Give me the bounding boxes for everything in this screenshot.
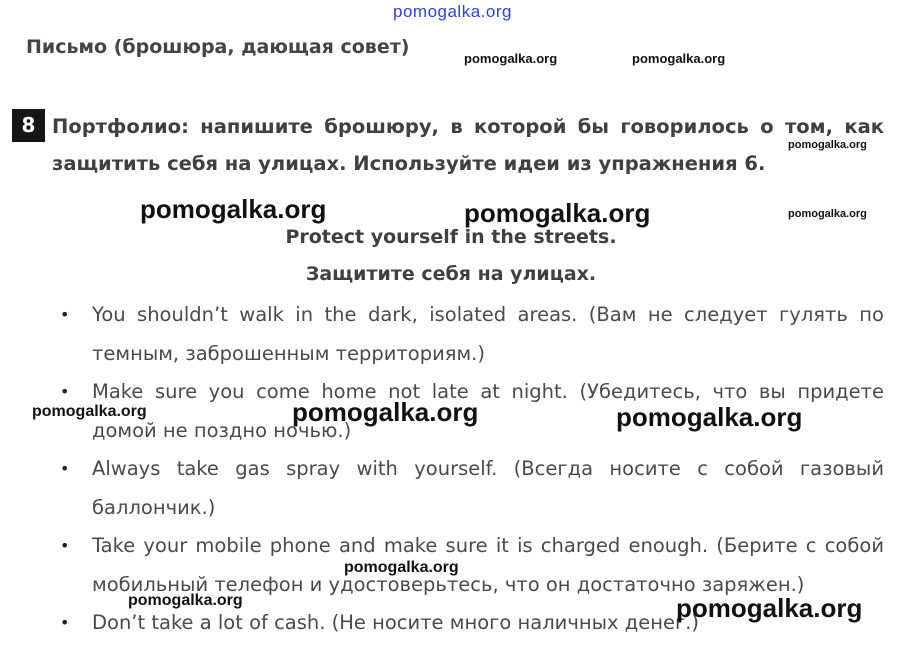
bullet-icon: • — [60, 536, 70, 555]
exercise-number-badge: 8 — [12, 109, 45, 142]
watermark: pomogalka.org — [128, 592, 243, 609]
watermark: pomogalka.org — [464, 51, 558, 66]
watermark: pomogalka.org — [140, 194, 327, 224]
watermark: pomogalka.org — [632, 51, 726, 66]
bullet-icon: • — [60, 305, 70, 324]
advice-list — [0, 296, 902, 643]
list-item-text: You shouldn’t walk in the dark, isolated areas. (Вам не следует гулять по темным, заброшенным территориям.) — [92, 303, 884, 365]
list-item-text: Don’t take a lot of cash. (Не носите много наличных денег.) — [92, 611, 700, 634]
bullet-icon: • — [60, 459, 70, 478]
heading-russian: Защитите себя на улицах. — [305, 263, 597, 285]
watermark: pomogalka.org — [616, 402, 803, 432]
watermark: pomogalka.org — [32, 403, 147, 420]
bullet-icon: • — [60, 382, 70, 401]
watermark: pomogalka.org — [788, 139, 867, 151]
watermark-top: pomogalka.org — [393, 2, 512, 21]
bullet-icon: • — [60, 613, 70, 632]
list-item-text: Always take gas spray with yourself. (Всегда носите с собой газовый баллончик.) — [92, 457, 884, 519]
list-item-text: Take your mobile phone and make sure it is charged enough. (Берите с собой мобильный телефон и удостоверьтесь, что он достаточно заряжен.) — [92, 534, 884, 596]
watermark: pomogalka.org — [292, 397, 479, 427]
list-item — [0, 450, 902, 527]
heading-english: Protect yourself in the streets. — [285, 226, 617, 248]
list-item-text: Make sure you come home not late at night. (Убедитесь, что вы придете домой не поздно ночью.) — [92, 380, 884, 442]
section-title: Письмо (брошюра, дающая совет) — [26, 36, 410, 58]
watermark: pomogalka.org — [464, 198, 651, 228]
exercise-task-text: Портфолио: напишите брошюру, в которой бы говорилось о том, как защитить себя на улицах. Используйте идеи из упражнения 6. — [52, 115, 884, 175]
watermark: pomogalka.org — [344, 559, 459, 576]
list-item — [0, 296, 902, 373]
watermark: pomogalka.org — [676, 593, 863, 623]
watermark: pomogalka.org — [788, 208, 867, 220]
